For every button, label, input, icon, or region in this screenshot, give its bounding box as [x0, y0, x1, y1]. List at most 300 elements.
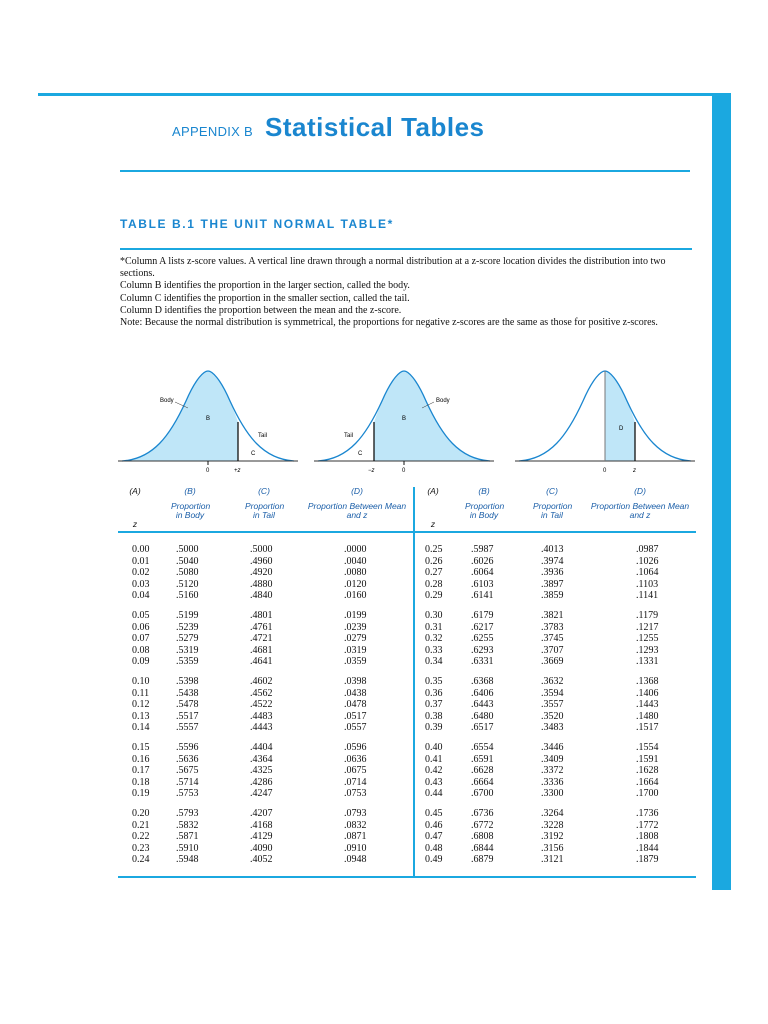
tail-cell: .3156	[541, 842, 564, 854]
mean-to-z-cell: .0279	[344, 633, 367, 644]
body-cell: .5359	[176, 656, 199, 667]
body-shaded-region	[374, 371, 490, 461]
table-row	[118, 579, 408, 591]
tail-cell: .3409	[541, 753, 564, 765]
mean-to-z-cell: .0319	[344, 644, 367, 656]
body-cell: .6808	[471, 831, 494, 842]
body-cell: .5948	[176, 854, 199, 865]
mean-to-z-cell: .1879	[636, 854, 659, 865]
tail-cell: .3936	[541, 567, 564, 578]
table-row	[418, 854, 696, 866]
z-cell: 0.37	[425, 699, 443, 710]
mean-to-z-cell: .1700	[636, 788, 659, 799]
tail-cell: .4522	[250, 699, 273, 710]
tail-cell: .4168	[250, 819, 273, 831]
z-cell: 0.27	[425, 567, 443, 578]
body-cell: .5987	[471, 544, 494, 555]
mean-to-z-cell: .0438	[344, 687, 367, 699]
tail-cell: .4721	[250, 633, 273, 644]
mean-to-z-cell: .0160	[344, 590, 367, 601]
mean-to-z-cell: .0596	[344, 742, 367, 753]
note-line: Column B identifies the proportion in the larger section, called the body.	[120, 280, 410, 292]
mean-to-z-cell: .1064	[636, 567, 659, 578]
table-row	[118, 688, 408, 700]
column-header-c	[518, 487, 586, 520]
mean-to-z-cell: .1443	[636, 699, 659, 710]
row-group	[118, 742, 408, 800]
column-header-b	[156, 487, 224, 520]
column-label: Proportion in Body	[171, 501, 211, 520]
tail-cell: .4880	[250, 578, 273, 590]
note-line: *Column A lists z-score values. A vertical line drawn through a normal distribution at a z-score location divides the distribution into two sections.	[120, 256, 666, 280]
table-row	[118, 699, 408, 711]
body-cell: .6293	[471, 644, 494, 656]
mean-to-z-cell: .0714	[344, 776, 367, 788]
z-cell: 0.39	[425, 722, 443, 733]
figure-positive-z	[118, 371, 298, 474]
table-row	[418, 656, 696, 668]
z-cell: 0.25	[425, 544, 443, 555]
z-cell: 0.36	[425, 687, 443, 699]
figure-negative-z	[314, 371, 494, 474]
body-cell: .6480	[471, 710, 494, 722]
body-cell: .6772	[471, 819, 494, 831]
mean-to-z-cell: .1736	[636, 808, 659, 819]
z-cell: 0.18	[132, 776, 150, 788]
tail-cell: .3783	[541, 621, 564, 633]
row-group	[418, 808, 696, 866]
body-shaded-region	[122, 371, 238, 461]
tail-cell: .3372	[541, 765, 564, 776]
mean-to-z-cell: .1628	[636, 765, 659, 776]
table-row	[118, 556, 408, 568]
tail-cell: .4960	[250, 555, 273, 567]
appendix-title: Statistical Tables	[265, 112, 485, 142]
column-divider	[413, 487, 415, 876]
row-group	[418, 610, 696, 668]
table-row	[418, 843, 696, 855]
z-cell: 0.48	[425, 842, 443, 854]
body-cell: .6554	[471, 742, 494, 753]
body-cell: .6628	[471, 765, 494, 776]
tail-cell: .4404	[250, 742, 273, 753]
tail-cell: .3745	[541, 633, 564, 644]
body-cell: .6026	[471, 555, 494, 567]
mean-to-z-cell: .0910	[344, 842, 367, 854]
column-label: z	[430, 519, 436, 529]
tail-cell: .4129	[250, 831, 273, 842]
body-cell: .6179	[471, 610, 494, 621]
body-cell: .5793	[176, 808, 199, 819]
z-cell: 0.16	[132, 753, 150, 765]
tail-cell: .3557	[541, 699, 564, 710]
mean-to-z-cell: .1179	[636, 610, 659, 621]
table-row	[418, 777, 696, 789]
tail-cell: .3446	[541, 742, 564, 753]
normal-curve-figures	[118, 366, 698, 476]
body-cell: .6064	[471, 567, 494, 578]
body-cell: .6368	[471, 676, 494, 687]
z-cell: 0.46	[425, 819, 443, 831]
z-cell: 0.33	[425, 644, 443, 656]
tail-cell: .4562	[250, 687, 273, 699]
table-row	[118, 820, 408, 832]
body-cell: .5832	[176, 819, 199, 831]
table-row	[418, 711, 696, 723]
mean-to-z-cell: .1844	[636, 842, 659, 854]
z-cell: 0.35	[425, 676, 443, 687]
z-cell: 0.22	[132, 831, 150, 842]
column-label: Proportion in Tail	[245, 501, 285, 520]
appendix-heading	[172, 112, 485, 143]
table-row	[118, 808, 408, 820]
between-shaded-region	[605, 371, 635, 461]
table-row	[118, 610, 408, 622]
z-cell: 0.20	[132, 808, 150, 819]
row-group	[118, 676, 408, 734]
table-row	[118, 711, 408, 723]
mean-to-z-cell: .1406	[636, 687, 659, 699]
mean-to-z-cell: .0120	[344, 578, 367, 590]
column-header-a	[120, 487, 150, 529]
table-row	[118, 777, 408, 789]
tail-cell: .4681	[250, 644, 273, 656]
mean-to-z-cell: .0040	[344, 555, 367, 567]
top-rule	[38, 93, 714, 96]
mean-to-z-cell: .0239	[344, 621, 367, 633]
bottom-rule	[118, 876, 696, 878]
mean-to-z-cell: .1368	[636, 676, 659, 687]
tail-cell: .4641	[250, 656, 273, 667]
z-cell: 0.32	[425, 633, 443, 644]
z-cell: 0.23	[132, 842, 150, 854]
table-row	[118, 590, 408, 602]
table-row	[118, 854, 408, 866]
mean-to-z-cell: .1480	[636, 710, 659, 722]
body-cell: .5000	[176, 544, 199, 555]
mean-to-z-cell: .1331	[636, 656, 659, 667]
header-rule	[118, 531, 696, 533]
column-id: (C)	[258, 486, 270, 496]
tail-label: Tail	[344, 433, 354, 439]
body-cell: .5596	[176, 742, 199, 753]
z-cell: 0.43	[425, 776, 443, 788]
column-id: (B)	[184, 486, 196, 496]
z-cell: 0.40	[425, 742, 443, 753]
z-cell: 0.34	[425, 656, 443, 667]
note-line: Note: Because the normal distribution is symmetrical, the proportions for negative z-scores are the same as those for positive z-scores.	[120, 317, 658, 329]
mean-to-z-cell: .1103	[636, 578, 659, 590]
mean-to-z-cell: .1591	[636, 753, 659, 765]
table-row	[418, 544, 696, 556]
tail-cell: .4207	[250, 808, 273, 819]
tail-cell: .3707	[541, 644, 564, 656]
body-cell: .5199	[176, 610, 199, 621]
table-row	[418, 676, 696, 688]
mean-to-z-cell: .1664	[636, 776, 659, 788]
mean-to-z-cell: .1808	[636, 831, 659, 842]
body-label: Body	[160, 398, 174, 404]
z-cell: 0.24	[132, 854, 150, 865]
table-row	[118, 843, 408, 855]
z-cell: 0.44	[425, 788, 443, 799]
column-id: (C)	[546, 486, 558, 496]
z-cell: 0.31	[425, 621, 443, 633]
mean-to-z-cell: .0987	[636, 544, 659, 555]
body-cell: .6443	[471, 699, 494, 710]
tail-cell: .3264	[541, 808, 564, 819]
table-row	[418, 622, 696, 634]
z-cell: 0.28	[425, 578, 443, 590]
body-cell: .5557	[176, 722, 199, 733]
body-cell: .6736	[471, 808, 494, 819]
column-header-a	[418, 487, 448, 529]
mean-to-z-cell: .0753	[344, 788, 367, 799]
body-cell: .6255	[471, 633, 494, 644]
mean-to-z-cell: .0675	[344, 765, 367, 776]
table-title: TABLE B.1 THE UNIT NORMAL TABLE*	[120, 217, 394, 231]
mean-to-z-cell: .1255	[636, 633, 659, 644]
z-cell: 0.02	[132, 567, 150, 578]
tail-cell: .3974	[541, 555, 564, 567]
column-header-b	[450, 487, 518, 520]
body-cell: .6217	[471, 621, 494, 633]
body-cell: .5438	[176, 687, 199, 699]
body-label: Body	[436, 398, 450, 404]
table-row	[418, 579, 696, 591]
body-cell: .6844	[471, 842, 494, 854]
tail-cell: .4761	[250, 621, 273, 633]
tail-cell: .3594	[541, 687, 564, 699]
z-cell: 0.08	[132, 644, 150, 656]
body-cell: .5910	[176, 842, 199, 854]
column-label: Proportion Between Mean and z	[307, 501, 407, 520]
z-cell: 0.12	[132, 699, 150, 710]
body-cell: .5080	[176, 567, 199, 578]
z-cell: 0.17	[132, 765, 150, 776]
z-cell: 0.19	[132, 788, 150, 799]
table-row	[118, 567, 408, 579]
row-group	[118, 544, 408, 602]
mean-to-z-cell: .0793	[344, 808, 367, 819]
body-cell: .5040	[176, 555, 199, 567]
z-cell: 0.09	[132, 656, 150, 667]
tail-cell: .4483	[250, 710, 273, 722]
table-row	[118, 633, 408, 645]
body-cell: .5319	[176, 644, 199, 656]
z-cell: 0.03	[132, 578, 150, 590]
z-cell: 0.30	[425, 610, 443, 621]
mean-to-z-cell: .0398	[344, 676, 367, 687]
table-row	[418, 808, 696, 820]
table-row	[118, 742, 408, 754]
tail-cell: .3821	[541, 610, 564, 621]
body-cell: .6664	[471, 776, 494, 788]
table-row	[418, 645, 696, 657]
table-row	[418, 610, 696, 622]
row-group	[118, 808, 408, 866]
minus-z-label: −z	[368, 468, 375, 474]
tail-cell: .3483	[541, 722, 564, 733]
row-group	[418, 742, 696, 800]
tail-cell: .3336	[541, 776, 564, 788]
side-bar	[712, 93, 731, 890]
c-label: C	[251, 451, 256, 457]
mean-to-z-cell: .1554	[636, 742, 659, 753]
mean-to-z-cell: .0478	[344, 699, 367, 710]
body-cell: .5239	[176, 621, 199, 633]
column-label: Proportion Between Mean and z	[590, 501, 690, 520]
table-row	[418, 831, 696, 843]
table-row	[418, 699, 696, 711]
body-cell: .5279	[176, 633, 199, 644]
tail-cell: .5000	[250, 544, 273, 555]
body-cell: .5120	[176, 578, 199, 590]
body-cell: .6331	[471, 656, 494, 667]
table-row	[418, 567, 696, 579]
body-cell: .6879	[471, 854, 494, 865]
mean-to-z-cell: .0948	[344, 854, 367, 865]
zero-label: 0	[402, 468, 406, 474]
mean-to-z-cell: .0080	[344, 567, 367, 578]
table-row	[118, 754, 408, 766]
z-cell: 0.21	[132, 819, 150, 831]
z-cell: 0.41	[425, 753, 443, 765]
tail-cell: .4052	[250, 854, 273, 865]
body-cell: .5714	[176, 776, 199, 788]
table-row	[418, 742, 696, 754]
body-cell: .5753	[176, 788, 199, 799]
table-row	[118, 765, 408, 777]
mean-to-z-cell: .0832	[344, 819, 367, 831]
column-header-c	[230, 487, 298, 520]
body-cell: .5478	[176, 699, 199, 710]
body-cell: .6517	[471, 722, 494, 733]
table-row	[118, 722, 408, 734]
column-id: (D)	[634, 486, 646, 496]
mean-to-z-cell: .1141	[636, 590, 659, 601]
column-id: (A)	[427, 486, 439, 496]
table-row	[118, 645, 408, 657]
right-table	[418, 544, 696, 874]
tail-cell: .4090	[250, 842, 273, 854]
z-cell: 0.38	[425, 710, 443, 722]
z-cell: 0.00	[132, 544, 150, 555]
tail-cell: .4602	[250, 676, 273, 687]
z-cell: 0.11	[132, 687, 150, 699]
tail-cell: .3897	[541, 578, 564, 590]
mean-to-z-cell: .1293	[636, 644, 659, 656]
column-label: z	[132, 519, 138, 529]
table-row	[118, 676, 408, 688]
z-cell: 0.49	[425, 854, 443, 865]
mean-to-z-cell: .1772	[636, 819, 659, 831]
column-id: (D)	[351, 486, 363, 496]
z-cell: 0.10	[132, 676, 150, 687]
column-headers	[118, 487, 696, 529]
mean-to-z-cell: .0000	[344, 544, 367, 555]
tail-cell: .3300	[541, 788, 564, 799]
left-table	[118, 544, 408, 874]
body-cell: .5871	[176, 831, 199, 842]
z-cell: 0.15	[132, 742, 150, 753]
table-row	[418, 754, 696, 766]
body-cell: .6591	[471, 753, 494, 765]
tail-cell: .3669	[541, 656, 564, 667]
table-row	[418, 556, 696, 568]
note-line: Column D identifies the proportion between the mean and the z-score.	[120, 304, 402, 316]
title-rule	[120, 170, 690, 172]
body-cell: .5160	[176, 590, 199, 601]
body-cell: .6103	[471, 578, 494, 590]
tail-cell: .3520	[541, 710, 564, 722]
column-header-d	[586, 487, 694, 520]
plus-z-label: +z	[234, 468, 241, 474]
z-cell: 0.45	[425, 808, 443, 819]
mean-to-z-cell: .1026	[636, 555, 659, 567]
body-cell: .6406	[471, 687, 494, 699]
tail-cell: .4920	[250, 567, 273, 578]
table-row	[118, 788, 408, 800]
tail-cell: .4443	[250, 722, 273, 733]
body-cell: .5517	[176, 710, 199, 722]
tail-cell: .3121	[541, 854, 564, 865]
z-cell: 0.14	[132, 722, 150, 733]
z-label: z	[633, 468, 636, 474]
z-cell: 0.29	[425, 590, 443, 601]
table-notes	[120, 256, 680, 329]
tail-cell: .4801	[250, 610, 273, 621]
row-group	[418, 676, 696, 734]
note-line: Column C identifies the proportion in the smaller section, called the tail.	[120, 292, 410, 304]
column-label: Proportion in Body	[465, 501, 505, 520]
mean-to-z-cell: .0871	[344, 831, 367, 842]
body-cell: .5398	[176, 676, 199, 687]
body-cell: .6700	[471, 788, 494, 799]
appendix-label: APPENDIX B	[172, 124, 254, 139]
tail-cell: .4247	[250, 788, 273, 799]
table-row	[118, 622, 408, 634]
mean-to-z-cell: .0557	[344, 722, 367, 733]
z-cell: 0.26	[425, 555, 443, 567]
mean-to-z-cell: .0517	[344, 710, 367, 722]
tail-cell: .4840	[250, 590, 273, 601]
zero-label: 0	[603, 468, 607, 474]
table-row	[118, 544, 408, 556]
table-row	[118, 831, 408, 843]
table-row	[418, 788, 696, 800]
z-cell: 0.47	[425, 831, 443, 842]
table-row	[418, 722, 696, 734]
b-label: B	[206, 416, 211, 422]
tail-cell: .3859	[541, 590, 564, 601]
z-cell: 0.04	[132, 590, 150, 601]
tail-cell: .3228	[541, 819, 564, 831]
body-cell: .6141	[471, 590, 494, 601]
table-title-rule	[120, 248, 692, 250]
mean-to-z-cell: .0636	[344, 753, 367, 765]
zero-label: 0	[206, 468, 210, 474]
table-row	[418, 765, 696, 777]
d-label: D	[619, 426, 624, 432]
column-id: (B)	[478, 486, 490, 496]
tail-cell: .3632	[541, 676, 564, 687]
body-cell: .5636	[176, 753, 199, 765]
b-label: B	[402, 416, 407, 422]
tail-cell: .3192	[541, 831, 564, 842]
mean-to-z-cell: .1217	[636, 621, 659, 633]
body-cell: .5675	[176, 765, 199, 776]
